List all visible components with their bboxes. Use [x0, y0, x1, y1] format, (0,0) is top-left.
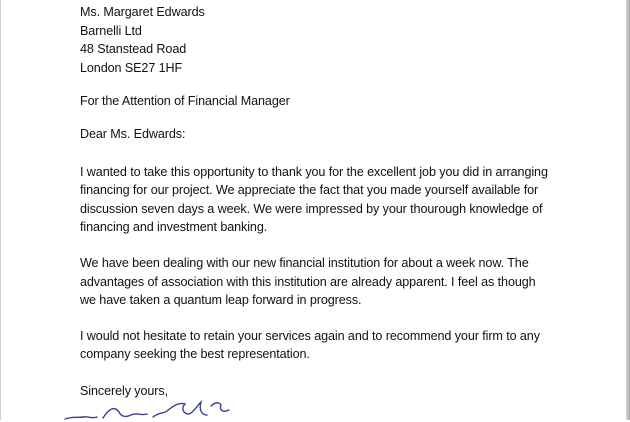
- handwritten-signature: [63, 400, 233, 422]
- salutation: Dear Ms. Edwards:: [80, 126, 186, 141]
- paragraph-recommendation: I would not hesitate to retain your services again and to recommend your firm to any company seeking the best representation.: [80, 328, 540, 362]
- recipient-street: 48 Stanstead Road: [80, 42, 187, 57]
- recipient-company: Barnelli Ltd: [80, 23, 142, 38]
- recipient-city: London SE27 1HF: [80, 60, 183, 75]
- paragraph-institution: We have been dealing with our new financial institution for about a week now. The advantages of association with this institution are already apparent. I feel as though we have taken a quantum leap forward in progress.: [80, 255, 536, 308]
- recipient-name: Ms. Margaret Edwards: [80, 5, 205, 19]
- closing: Sincerely yours,: [80, 383, 168, 398]
- paragraph-thanks: I wanted to take this opportunity to thank you for the excellent job you did in arranging financing for our project. We appreciate the fact that you made yourself available for discussion seven days a week. We were impressed by your thourough knowledge of financing and investment banking.: [80, 164, 548, 235]
- attention-line: For the Attention of Financial Manager: [80, 94, 290, 109]
- recipient-address: [80, 3, 615, 77]
- letter-body: [80, 3, 615, 401]
- page-edge-shadow: [626, 0, 630, 420]
